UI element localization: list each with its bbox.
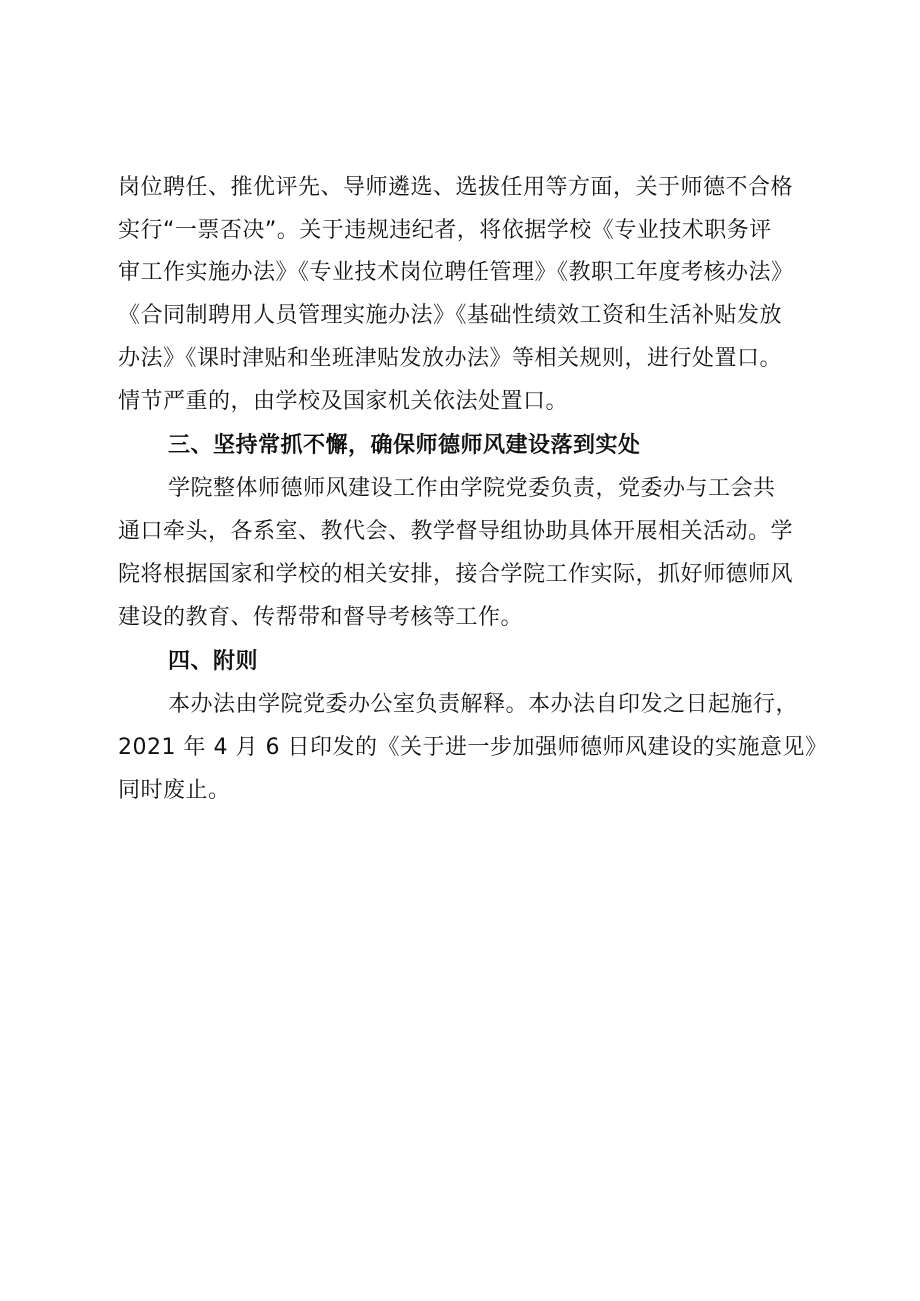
paragraph-line: 情节严重的，由学校及国家机关依法处置口。 — [118, 389, 569, 414]
paragraph-line: 办法》《课时津贴和坐班津贴发放办法》等相关规则，进行处置口。 — [118, 346, 783, 371]
paragraph-line: 审工作实施办法》《专业技术岗位聘任管理》《教职工年度考核办法》 — [118, 260, 794, 285]
paragraph-line: 实行“一票否决”。关于违规违纪者，将依据学校《专业技术职务评 — [118, 218, 772, 243]
paragraph-line: 《合同制聘用人员管理实施办法》《基础性绩效工资和生活补贴发放 — [118, 303, 783, 328]
paragraph-line: 院将根据国家和学校的相关安排，接合学院工作实际，抓好师德师风 — [118, 562, 794, 587]
paragraph-line: 建设的教育、传帮带和督导考核等工作。 — [118, 605, 524, 630]
paragraph-line: 岗位聘任、推优评先、导师遴选、选拔任用等方面，关于师德不合格 — [118, 175, 794, 200]
section-4-heading: 四、附则 — [168, 649, 259, 674]
paragraph-line: 学院整体师德师风建设工作由学院党委负责，党委办与工会共 — [168, 476, 776, 501]
paragraph-line: 通口牵头，各系室、教代会、教学督导组协助具体开展相关活动。学 — [118, 519, 794, 544]
paragraph-line: 同时废止。 — [118, 778, 231, 803]
paragraph-line: 本办法由学院党委办公室负责解释。本办法自印发之日起施行， — [168, 692, 799, 717]
paragraph-line: 2021 年 4 月 6 日印发的《关于进一步加强师德师风建设的实施意见》 — [118, 735, 828, 760]
section-3-heading: 三、坚持常抓不懈，确保师德师风建设落到实处 — [168, 433, 641, 458]
